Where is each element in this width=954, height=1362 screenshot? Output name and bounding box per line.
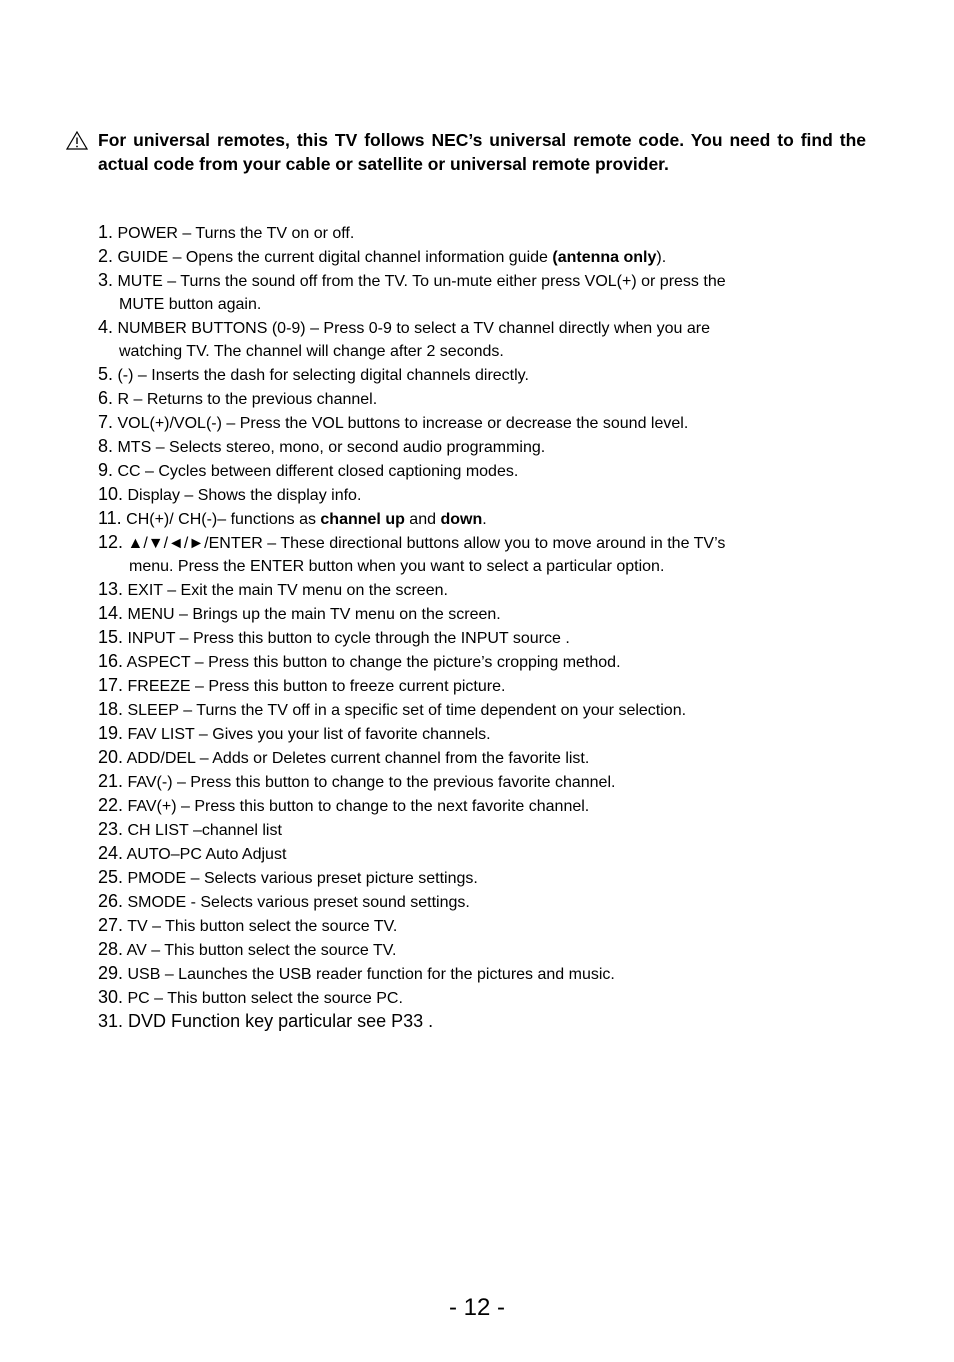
item-text: DVD Function key particular see P33 . [128,1011,434,1031]
item-text: ). [656,249,667,266]
item-number: 4. [98,317,114,337]
list-item [98,962,838,986]
list-item [98,770,838,794]
item-number: 1. [98,222,114,242]
item-text: CH(+)/ CH(-)– functions as [126,511,321,528]
item-text: and [404,511,441,528]
item-number: 9. [98,460,114,480]
list-item [98,914,838,938]
item-number: 12. [98,532,124,552]
list-item [98,722,838,746]
page-number: - 12 - [448,1294,505,1321]
item-text: AV – This button select the source TV. [126,942,397,959]
item-number: 11. [98,508,122,528]
list-item [98,269,838,316]
list-item [98,794,838,818]
item-text: ASPECT – Press this button to change the picture’s cropping method. [126,654,621,671]
list-item [98,866,838,890]
item-text: Display – Shows the display info. [127,487,362,504]
list-item [98,650,838,674]
list-item [98,531,838,578]
item-text: SMODE - Selects various preset sound settings. [127,894,470,911]
item-number: 17. [98,675,124,695]
list-item [98,483,838,507]
list-item [98,1010,838,1033]
item-text: TV – This button select the source TV. [127,918,398,935]
list-item [98,698,838,722]
item-text: FAV LIST – Gives you your list of favorite channels. [127,726,491,743]
list-item [98,459,838,483]
item-text: INPUT – Press this button to cycle through the INPUT source . [127,630,570,647]
item-number: 27. [98,915,124,935]
list-item [98,435,838,459]
item-number: 19. [98,723,124,743]
item-text: channel up [320,511,405,528]
item-text: MTS – Selects stereo, mono, or second audio programming. [117,439,546,456]
item-continuation: watching TV. The channel will change after 2 seconds. [119,343,504,360]
item-text: R – Returns to the previous channel. [117,391,378,408]
item-number: 8. [98,436,114,456]
item-number: 10. [98,484,124,504]
item-number: 20. [98,747,124,767]
list-item [98,602,838,626]
item-number: 29. [98,963,124,983]
item-text: MENU – Brings up the main TV menu on the screen. [127,606,501,623]
list-item [98,674,838,698]
list-item [98,578,838,602]
item-number: 31. [98,1011,124,1031]
list-item [98,411,838,435]
item-number: 24. [98,843,124,863]
item-number: 15. [98,627,124,647]
item-text: VOL(+)/VOL(-) – Press the VOL buttons to increase or decrease the sound level. [117,415,689,432]
item-number: 28. [98,939,124,959]
list-item [98,245,838,269]
item-number: 25. [98,867,124,887]
warning-note [66,128,866,176]
item-continuation: MUTE button again. [119,296,262,313]
warning-text: For universal remotes, this TV follows NEC’s universal remote code. You need to find the actual code from your cable or satellite or universal remote provider. [98,130,866,174]
item-number: 26. [98,891,124,911]
list-item [98,746,838,770]
item-text: CH LIST –channel list [127,822,282,839]
list-item [98,986,838,1010]
item-text: down [440,511,483,528]
button-description-list [98,221,838,1033]
item-text: USB – Launches the USB reader function for the pictures and music. [127,966,615,983]
list-item [98,938,838,962]
list-item [98,842,838,866]
item-number: 7. [98,412,114,432]
item-number: 21. [98,771,124,791]
item-text: EXIT – Exit the main TV menu on the screen. [127,582,448,599]
item-continuation: menu. Press the ENTER button when you want to select a particular option. [129,558,665,575]
item-text: POWER – Turns the TV on or off. [117,225,355,242]
item-number: 23. [98,819,124,839]
item-number: 3. [98,270,114,290]
item-text: (antenna only [552,249,657,266]
item-text: PMODE – Selects various preset picture settings. [127,870,478,887]
item-text: CC – Cycles between different closed captioning modes. [117,463,519,480]
item-text: NUMBER BUTTONS (0-9) – Press 0-9 to select a TV channel directly when you are [117,320,710,337]
item-number: 14. [98,603,124,623]
item-text: FREEZE – Press this button to freeze current picture. [127,678,506,695]
list-item [98,387,838,411]
list-item [98,363,838,387]
item-number: 13. [98,579,124,599]
item-number: 18. [98,699,124,719]
list-item [98,626,838,650]
item-text: SLEEP – Turns the TV off in a specific set of time dependent on your selection. [127,702,687,719]
item-number: 16. [98,651,124,671]
item-number: 2. [98,246,114,266]
warning-triangle-icon [66,131,88,150]
item-text: AUTO–PC Auto Adjust [126,846,287,863]
item-number: 5. [98,364,114,384]
item-text: PC – This button select the source PC. [127,990,403,1007]
item-text: (-) – Inserts the dash for selecting digital channels directly. [117,367,529,384]
item-text: ADD/DEL – Adds or Deletes current channel from the favorite list. [126,750,590,767]
list-item [98,316,838,363]
item-text: FAV(-) – Press this button to change to the previous favorite channel. [127,774,616,791]
list-item [98,507,838,531]
item-text: ▲/▼/◄/►/ENTER – These directional buttons allow you to move around in the TV’s [127,535,726,552]
item-number: 30. [98,987,124,1007]
item-text: MUTE – Turns the sound off from the TV. To un-mute either press VOL(+) or press the [117,273,726,290]
item-text: FAV(+) – Press this button to change to the next favorite channel. [127,798,590,815]
item-text: GUIDE – Opens the current digital channel information guide [117,249,553,266]
list-item [98,890,838,914]
list-item [98,221,838,245]
item-number: 6. [98,388,114,408]
item-number: 22. [98,795,124,815]
item-text: . [482,511,487,528]
list-item [98,818,838,842]
